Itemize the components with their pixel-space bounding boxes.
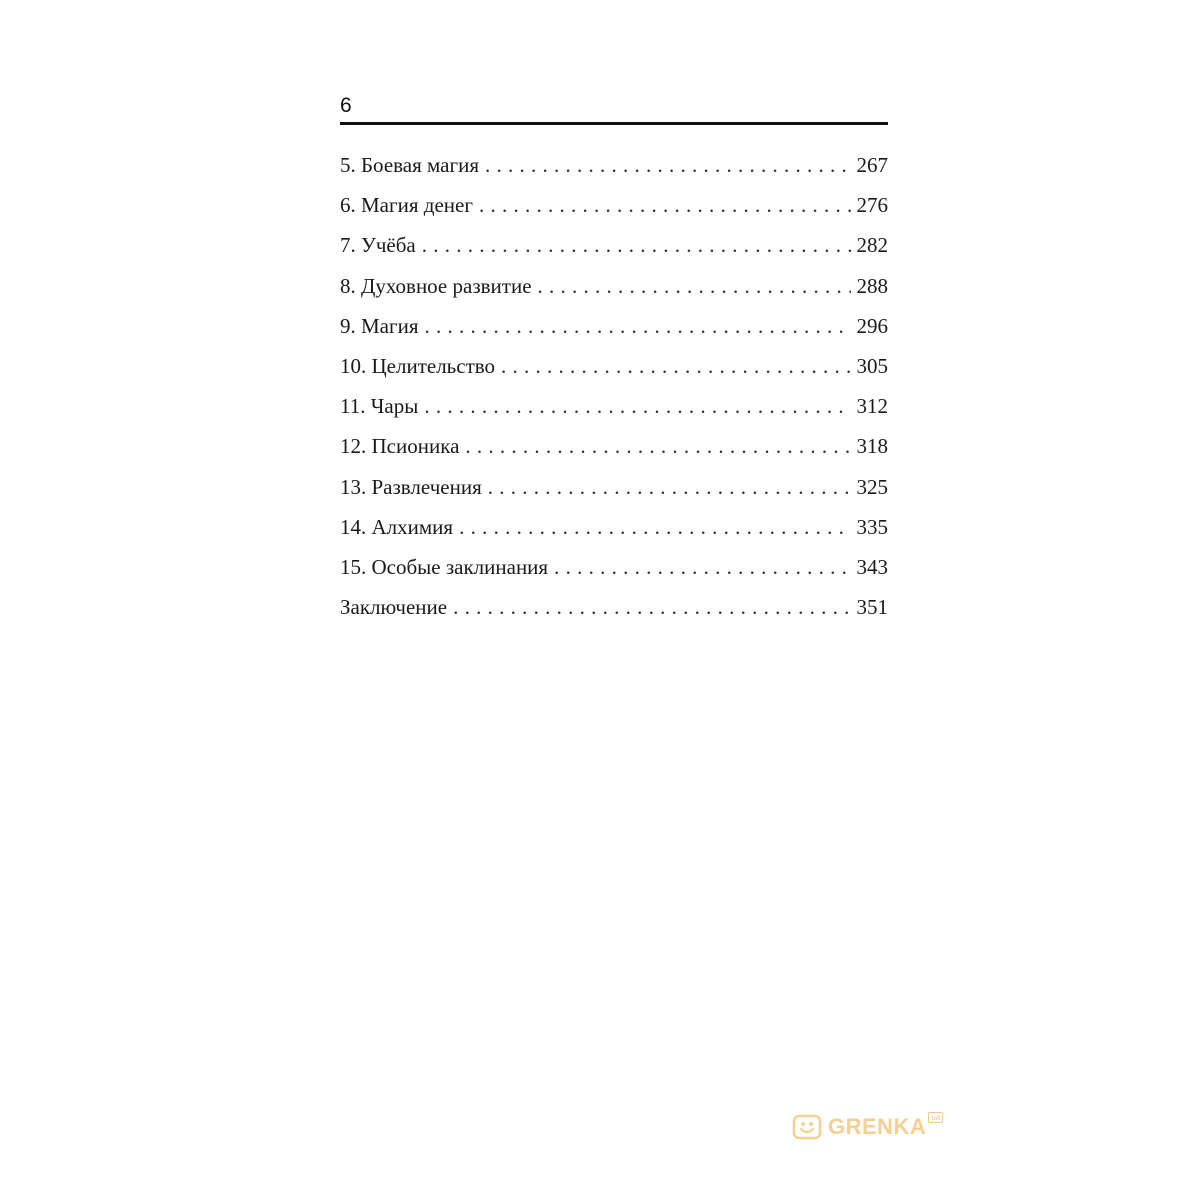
dot-leader: [554, 555, 850, 580]
watermark-suffix: ua: [928, 1112, 943, 1123]
toc-entry-page: 312: [856, 394, 888, 419]
toc-entry-title: 13. Развлечения: [340, 474, 482, 499]
dot-leader: [424, 394, 850, 419]
toc-entry: [340, 595, 888, 635]
toc-entry-title: 5. Боевая магия: [340, 153, 479, 177]
dot-leader: [465, 434, 850, 459]
toc-entry-title: Заключение: [340, 595, 448, 620]
table-of-contents: [340, 153, 888, 635]
toc-entry-title: 7. Учёба: [340, 233, 416, 258]
toc-entry-page: 343: [856, 554, 888, 579]
toc-entry-page: 296: [856, 313, 888, 338]
toc-entry: [340, 555, 888, 595]
toc-entry-title: 6. Магия денег: [340, 193, 473, 218]
toc-entry-title: 10. Целительство: [340, 353, 496, 378]
header-rule: [340, 122, 888, 125]
grenka-watermark: [792, 1112, 947, 1142]
toc-entry-page: 335: [856, 514, 888, 539]
dot-leader: [422, 233, 851, 258]
dot-leader: [501, 354, 850, 379]
dot-leader: [488, 475, 851, 500]
toc-entry: [340, 434, 888, 474]
toc-entry: [340, 314, 888, 354]
toc-entry-title: 9. Магия: [340, 313, 419, 338]
toc-entry-page: 267: [856, 153, 888, 177]
toc-entry: [340, 193, 888, 233]
dot-leader: [485, 153, 851, 178]
toc-entry: [340, 153, 888, 193]
toc-entry-page: 276: [856, 193, 888, 218]
toc-entry: [340, 394, 888, 434]
toc-entry: [340, 475, 888, 515]
toc-entry: [340, 274, 888, 314]
page-number: 6: [340, 94, 352, 117]
dot-leader: [453, 595, 850, 620]
dot-leader: [538, 274, 851, 299]
toc-entry: [340, 354, 888, 394]
watermark-brand: GRENKA: [828, 1114, 927, 1139]
toc-entry-page: 288: [856, 273, 888, 298]
toc-entry-title: 8. Духовное развитие: [340, 273, 532, 298]
toc-entry: [340, 233, 888, 273]
toc-entry-title: 12. Псионика: [340, 434, 460, 459]
dot-leader: [479, 193, 851, 218]
toc-entry-title: 14. Алхимия: [340, 514, 454, 539]
toc-entry-page: 305: [856, 353, 888, 378]
book-page: [340, 92, 888, 635]
toc-entry-page: 318: [856, 434, 888, 459]
toc-entry-page: 282: [856, 233, 888, 258]
toc-entry-page: 351: [856, 595, 888, 620]
smiley-box-icon: [792, 1112, 822, 1142]
dot-leader: [459, 515, 850, 540]
dot-leader: [425, 314, 851, 339]
toc-entry-title: 15. Особые заклинания: [340, 554, 549, 579]
toc-entry-page: 325: [856, 474, 888, 499]
toc-entry-title: 11. Чары: [340, 394, 419, 419]
toc-entry: [340, 515, 888, 555]
